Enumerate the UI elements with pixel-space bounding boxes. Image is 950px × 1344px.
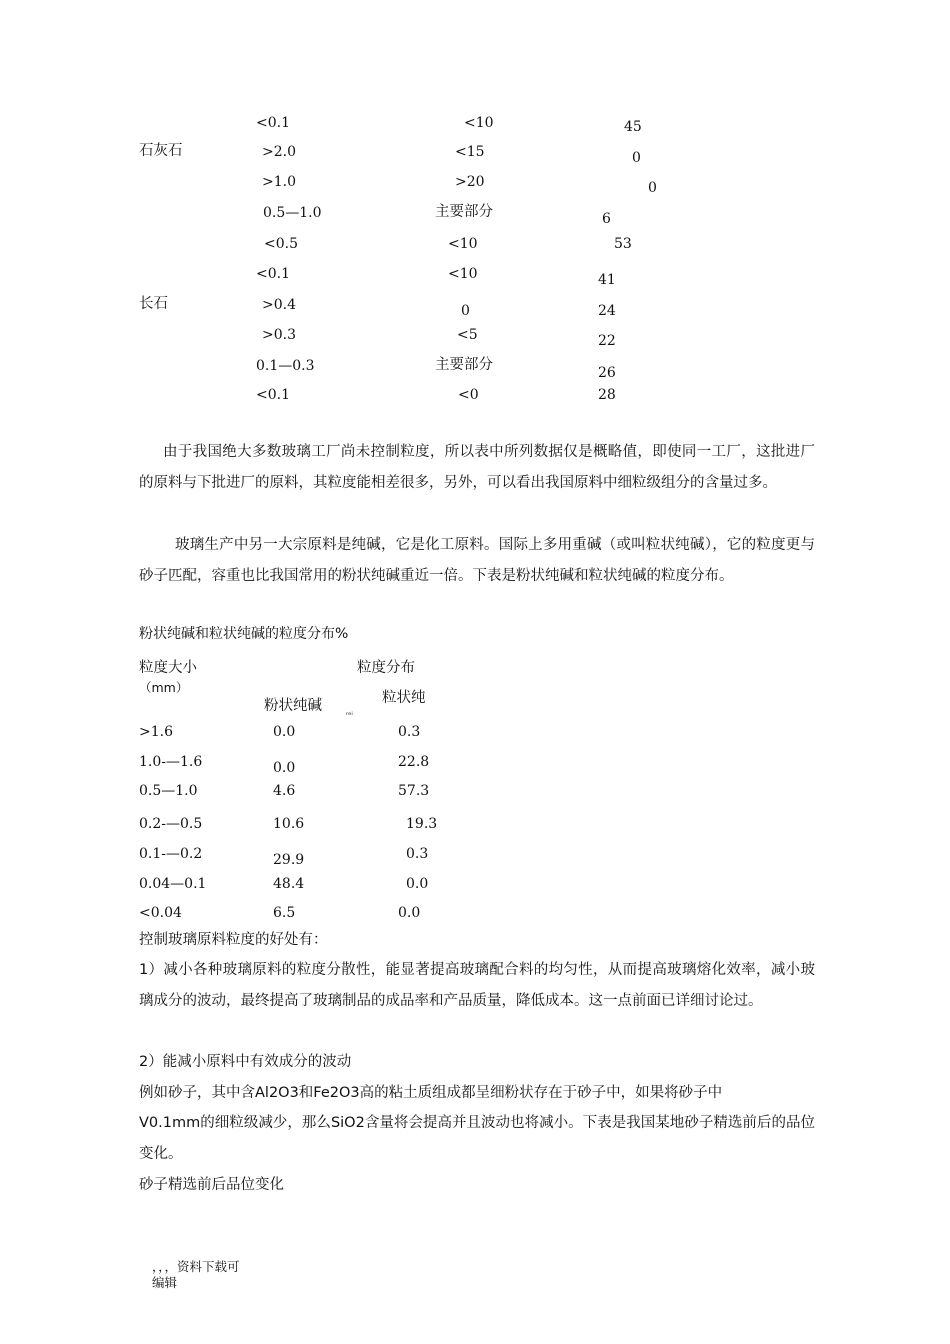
header-powder-soda: 粉状纯碱	[264, 698, 322, 714]
table-row-size: 0.1-—0.2	[139, 846, 203, 862]
table-row-size: <0.04	[139, 905, 182, 921]
value-cell: 53	[614, 236, 632, 252]
size-cell: <0.1	[256, 266, 290, 282]
size-cell: >0.3	[262, 327, 296, 343]
value-cell: 26	[598, 365, 616, 381]
table-row-powder: 0.0	[273, 760, 296, 776]
soda-table-caption: 粉状纯碱和粒状纯碱的粒度分布%	[139, 626, 349, 642]
table-row-size: 1.0-—1.6	[139, 754, 203, 770]
requirement-cell: <10	[448, 266, 478, 282]
size-cell: 0.5—1.0	[263, 205, 322, 221]
footer-download-note: ，，，资料下载可	[152, 1259, 240, 1274]
table-row-granular: 22.8	[398, 754, 430, 770]
table-row-powder: 10.6	[273, 816, 305, 832]
requirement-cell: 主要部分	[435, 204, 493, 220]
benefit-item-2-title: 2）能减小原料中有效成分的波动	[139, 1054, 352, 1070]
table-row-size: 0.2-—0.5	[139, 816, 203, 832]
value-cell: 45	[624, 119, 642, 135]
header-mark: ᵣₑᵢ	[346, 708, 353, 717]
requirement-cell: <15	[455, 144, 485, 160]
table-row-powder: 48.4	[273, 876, 305, 892]
value-cell: 0	[648, 180, 657, 196]
requirement-cell: <10	[464, 115, 494, 131]
table-row-powder: 0.0	[273, 724, 296, 740]
size-cell: >2.0	[262, 144, 296, 160]
material-label-feldspar: 长石	[139, 296, 168, 312]
table-row-granular: 19.3	[406, 816, 438, 832]
table-row-granular: 0.3	[406, 846, 429, 862]
table-row-powder: 29.9	[273, 852, 305, 868]
header-distribution: 粒度分布	[357, 660, 415, 676]
size-cell: 0.1—0.3	[256, 358, 315, 374]
requirement-cell: <0	[458, 387, 479, 403]
requirement-cell: >20	[455, 174, 485, 190]
table-row-size: 0.5—1.0	[139, 783, 198, 799]
table-row-granular: 0.0	[406, 876, 429, 892]
footer-edit-note: 编辑	[152, 1275, 178, 1290]
sand-table-caption: 砂子精选前后品位变化	[139, 1177, 284, 1193]
size-cell: >1.0	[262, 174, 296, 190]
table-row-powder: 6.5	[273, 905, 296, 921]
value-cell: 22	[598, 333, 616, 349]
paragraph-granularity-note: 由于我国绝大多数玻璃工厂尚未控制粒度，所以表中所列数据仅是概略值，即使同一工厂，这批进厂的原料与下批进厂的原料，其粒度能相差很多，另外，可以看出我国原料中细粒级组分的含量过多。	[139, 444, 815, 491]
requirement-cell: <5	[457, 327, 478, 343]
benefit-item-1: 1）减小各种玻璃原料的粒度分散性，能显著提高玻璃配合料的均匀性，从而提高玻璃熔化效率，减小玻璃成分的波动，最终提高了玻璃制品的成品率和产品质量，降低成本。这一点前面已详细讨论过。	[139, 962, 815, 1009]
benefit-item-2-body: V0.1mm的细粒级减少，那么SiO2含量将会提高并且波动也将减小。下表是我国某地砂子精选前后的品位变化。	[139, 1115, 815, 1162]
value-cell: 41	[598, 272, 616, 288]
table-row-size: 0.04—0.1	[139, 876, 207, 892]
benefits-title: 控制玻璃原料粒度的好处有：	[139, 932, 328, 948]
requirement-cell: 主要部分	[435, 357, 493, 373]
size-cell: <0.1	[256, 387, 290, 403]
paragraph-soda-ash: 玻璃生产中另一大宗原料是纯碱，它是化工原料。国际上多用重碱（或叫粒状纯碱），它的粒度更与砂子匹配，容重也比我国常用的粉状纯碱重近一倍。下表是粉状纯碱和粒状纯碱的粒度分布。	[139, 537, 815, 584]
requirement-cell: <10	[448, 236, 478, 252]
table-row-powder: 4.6	[273, 783, 296, 799]
size-cell: <0.1	[256, 115, 290, 131]
header-particle-size: 粒度大小	[139, 660, 197, 676]
table-row-granular: 0.0	[398, 905, 421, 921]
header-unit: （mm）	[139, 680, 189, 695]
requirement-cell: 0	[461, 303, 470, 319]
value-cell: 6	[602, 211, 611, 227]
value-cell: 24	[598, 303, 616, 319]
table-row-granular: 0.3	[398, 724, 421, 740]
table-row-granular: 57.3	[398, 783, 430, 799]
benefit-item-2-line1: 例如砂子，其中含Al2O3和Fe2O3高的粘土质组成都呈细粉状存在于砂子中，如果将砂子中	[139, 1085, 723, 1101]
size-cell: >0.4	[262, 297, 296, 313]
size-cell: <0.5	[264, 236, 298, 252]
header-granular-soda: 粒状纯	[382, 690, 426, 706]
table-row-size: >1.6	[139, 724, 173, 740]
value-cell: 28	[598, 387, 616, 403]
value-cell: 0	[632, 150, 641, 166]
material-label-limestone: 石灰石	[139, 143, 183, 159]
